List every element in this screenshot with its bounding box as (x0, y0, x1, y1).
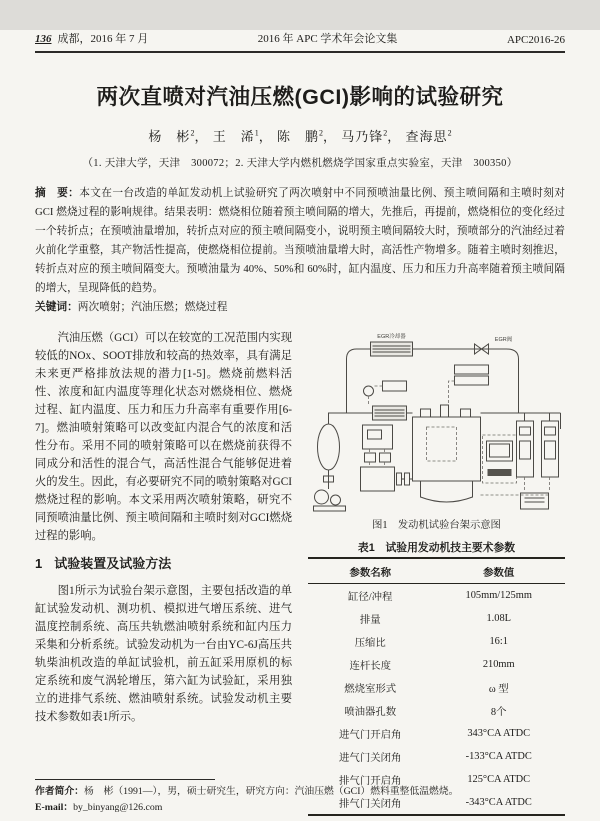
table-row: 喷油器孔数 8个 (344, 707, 507, 718)
paper-page (0, 30, 600, 821)
table1-header-row (308, 558, 565, 584)
page-number: 136 (35, 33, 52, 45)
author: 杨 彬$^2$， (148, 128, 209, 144)
section-1-title: 试验装置及试验方法 (54, 556, 172, 571)
figure1-schematic (308, 329, 565, 513)
keywords-block (35, 298, 565, 317)
author: 王 浠$^1$， (212, 128, 273, 144)
table1-header-value: 参数值 (432, 558, 565, 584)
email-value: by_binyang@126.com (73, 801, 163, 813)
footnote-divider (35, 779, 215, 780)
header-left-text: 成都，2016 年 7 月 (57, 33, 149, 45)
two-column-body (35, 329, 565, 816)
right-column (308, 329, 565, 816)
abstract-block (35, 184, 565, 298)
header-right: APC2016-26 (506, 34, 565, 46)
table-row: 连杆长度 210mm (349, 659, 515, 672)
author: 陈 鹏$^2$， (276, 128, 338, 144)
author-bio (35, 784, 568, 800)
keywords-text: 两次喷射；汽油压燃；燃烧过程 (77, 301, 228, 313)
author-line (0, 126, 600, 145)
header-left (35, 30, 148, 46)
section-1-heading (35, 555, 292, 573)
table-row: 燃烧室形式 ω 型 (344, 684, 509, 695)
author-bio-text: 杨 彬（1991—），男，硕士研究生，研究方向：汽油压燃（GCI）燃料重整低温燃烧。 (83, 786, 459, 797)
author-bio-label: 作者简介： (35, 786, 84, 797)
section-1-number: 1 (35, 556, 43, 571)
header-center: 2016 年 APC 学术年会论文集 (257, 33, 398, 45)
engine-test-bench-diagram-icon (308, 329, 565, 513)
abstract-text: 本文在一台改造的单缸发动机上试验研究了两次喷射中不同预喷油量比例、预主喷间隔和主喷时刻对 GCI 燃烧过程的影响规律。结果表明：燃烧相位随着预主喷间隔的增大，先推后，再提前，燃烧相位的变化经过一个转折点；在预喷油量增加，转折点对应的预主喷间隔变小，说明预主喷间隔较大时，预喷部分的汽油经过着火前化学重整，其产物活性提高，使燃烧相位提前。当预喷油量增大时，高活性产物增多。随着主喷时刻推迟，转折点对应的预主喷间隔变大。预喷油量为 40%、50%和 60%时，缸内温度、压力和压力升高率随着预主喷间隔的增大，呈现降低的趋势。 (35, 187, 565, 294)
body-paragraph-2: 图1所示为试验台架示意图，主要包括改造的单缸试验发动机、测功机、模拟进气增压系统、进气温度控制系统、高压共轨燃油喷射系统和缸内压力采集和分析系统。试验发动机为一台由YC-6J高压共轨柴油机改造的单缸试验机，前五缸采用原机的标定系统和废气涡轮增压，第六缸为试验缸，采用独立的进排气系统、燃油喷射系统。试验发动机主要技术参数如表1所示。 (35, 585, 292, 723)
egr-valve-label: EGR阀 (494, 337, 513, 343)
author: 查海思$^2$ (405, 128, 452, 144)
table-row: 进气门开启角 343°CA ATDC (339, 728, 531, 741)
author: 马乃锋$^2$， (341, 128, 402, 144)
left-column (35, 329, 292, 816)
figure1-caption: 图1 发动机试验台架示意图 (372, 520, 501, 531)
table-row: 进气门关闭角 -133°CA ATDC (339, 751, 532, 764)
affiliation-line: （1. 天津大学，天津 300072；2. 天津大学内燃机燃烧学国家重点实验室，天津 300350） (82, 158, 518, 169)
abstract-label: 摘 要： (35, 187, 80, 199)
email-line (35, 800, 568, 816)
table-row: 排气门关闭角 -343°CA ATDC (339, 797, 532, 810)
table1-header-param: 参数名称 (308, 558, 432, 584)
table1 (308, 557, 565, 816)
table-row: 排量 1.08L (359, 613, 511, 626)
table-row: 压缩比 16:1 (354, 636, 508, 649)
email-label: E-mail： (35, 801, 74, 813)
body-paragraph-1: 汽油压燃（GCI）可以在较宽的工况范围内实现较低的NOx、SOOT排放和较高的热效率，具有满足未来更严格排放法规的潜力[1-5]。燃烧前燃料活性、浓度和缸内温度等理化状态对燃烧相位、燃烧过程、缸内温度、压力和压力升高率有重要作用[6-7]。燃油喷射策略可以改变缸内混合气的浓度和活性分布。采用不同的喷射策略可以在燃烧前获得不同成分和活性的混合气，高活性混合气能够促进着火的发生。因此，有必要研究不同的喷射策略对GCI燃烧过程的影响。本文采用两次喷射策略，研究不同预喷油量比例、预主喷间隔和主喷时刻对GCI燃烧过程的影响。 (35, 332, 292, 542)
running-header (35, 30, 565, 53)
table-row: 排气门开启角 125°CA ATDC (339, 774, 531, 787)
egr-cooler-label: EGR冷却器 (377, 334, 406, 340)
keywords-label: 关键词： (35, 301, 78, 313)
table1-caption: 表1 试验用发动机技主要术参数 (357, 542, 516, 554)
footnote-block (35, 779, 568, 815)
paper-title: 两次直喷对汽油压燃(GCI)影响的试验研究 (96, 85, 504, 109)
table-row: 缸径/冲程 105mm/125mm (348, 590, 532, 603)
